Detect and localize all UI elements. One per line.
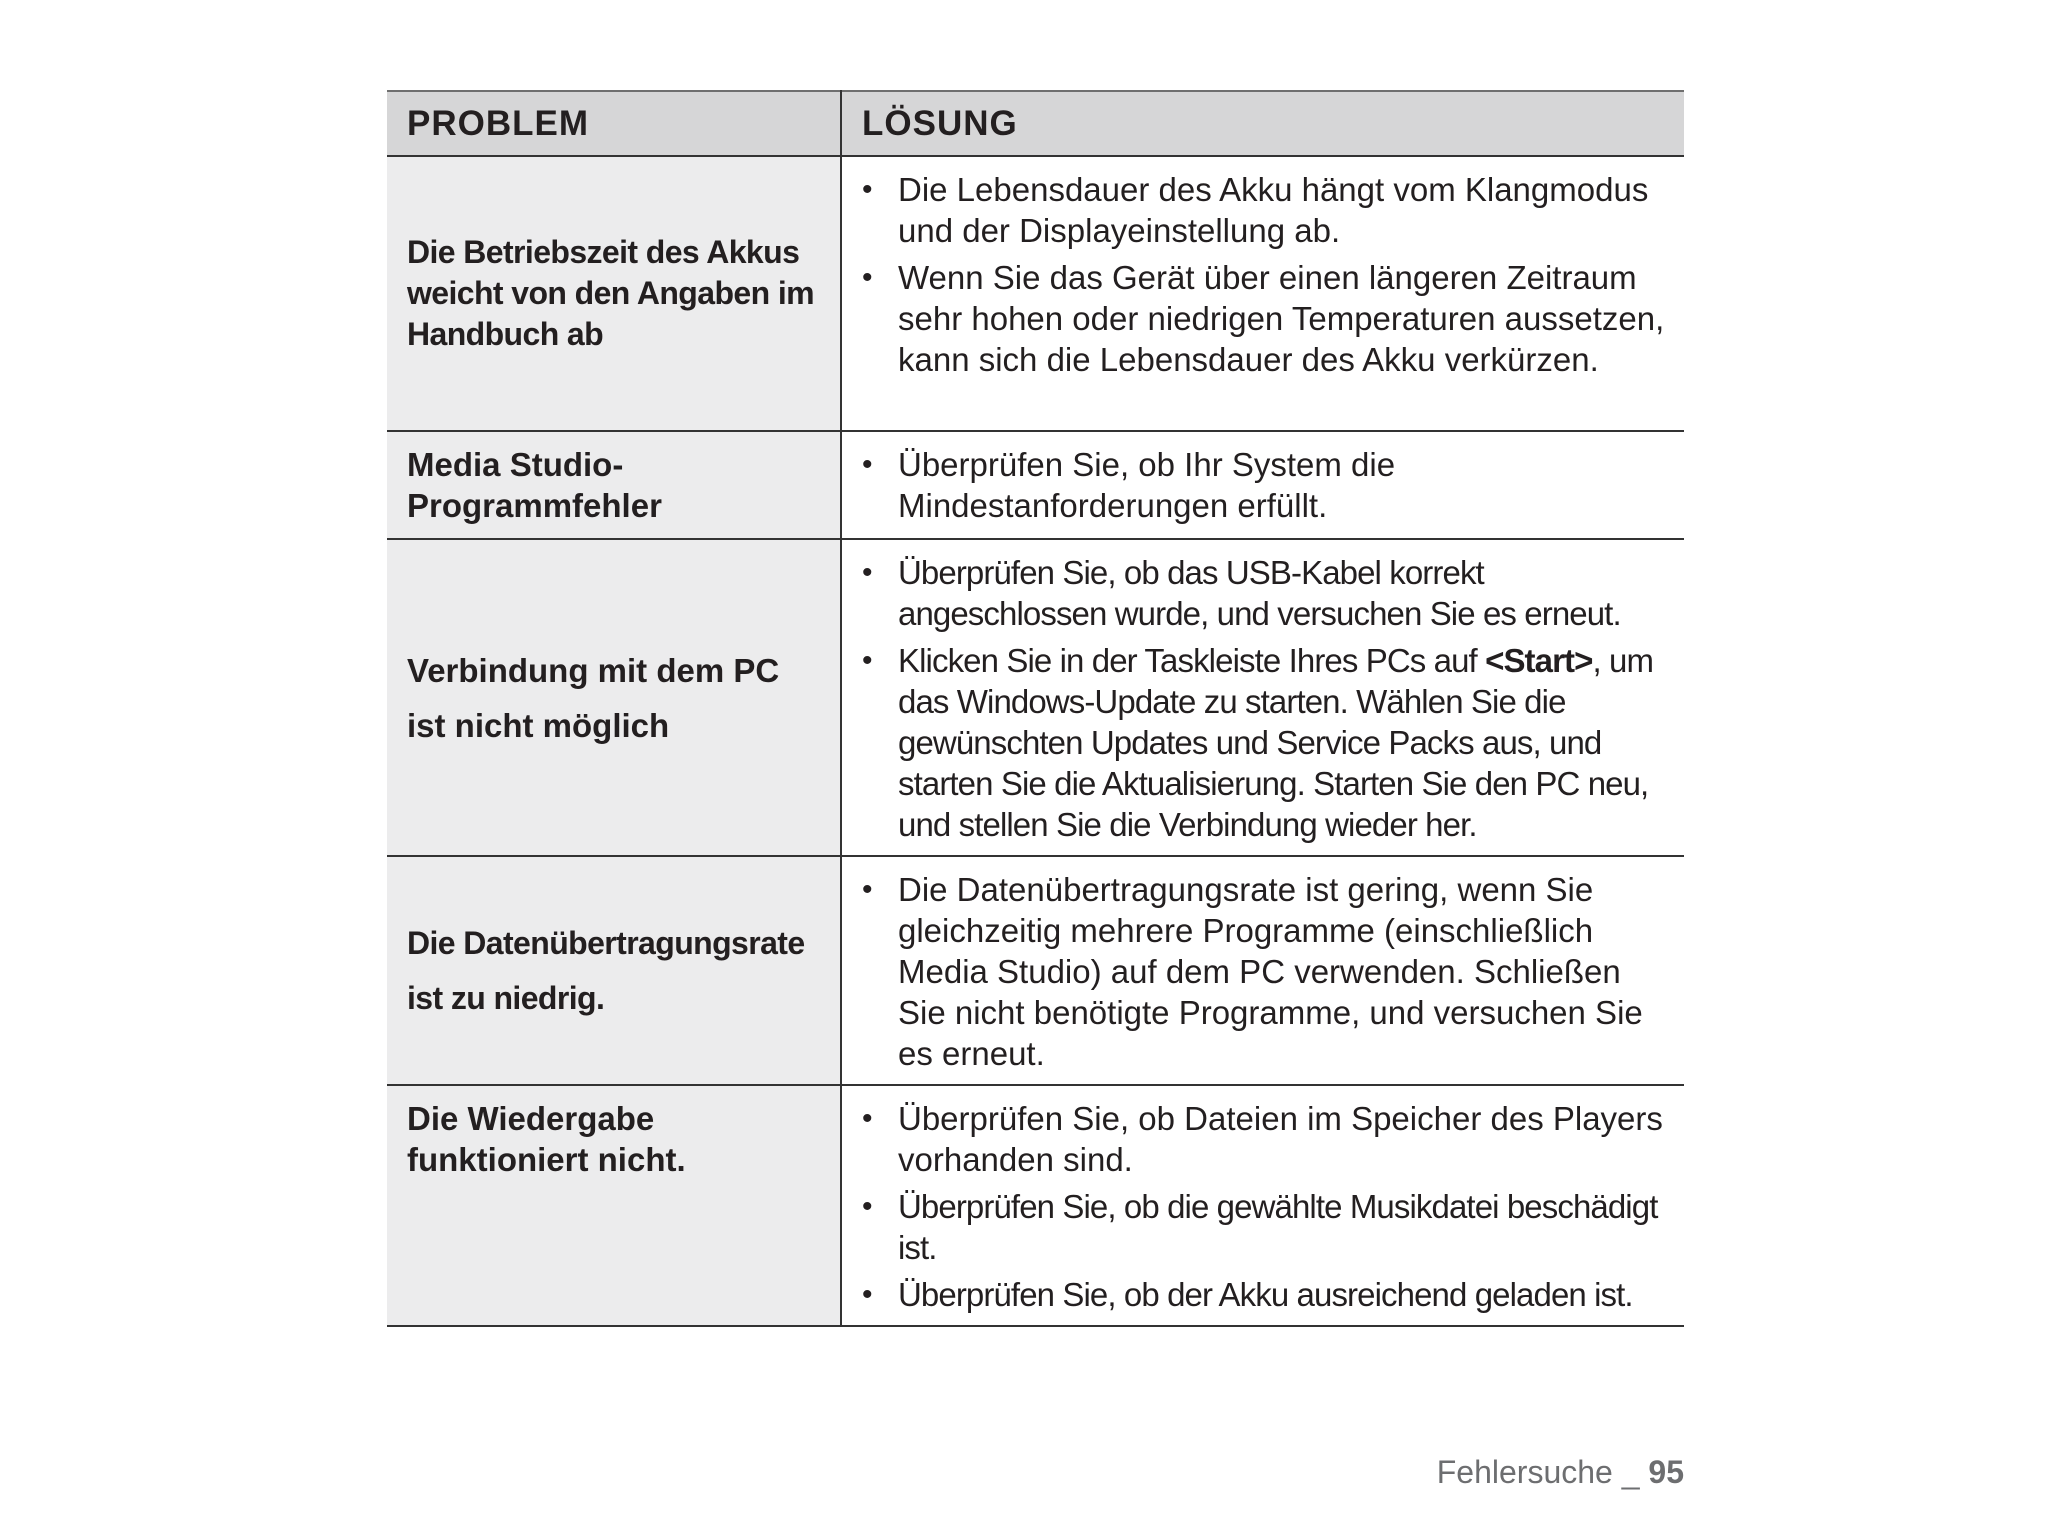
solution-item: • Überprüfen Sie, ob das USB-Kabel korrekt angeschlossen wurde, und versuchen Sie es erneut. (862, 554, 1621, 632)
bullet-icon: • (862, 1102, 873, 1135)
bullet-icon: • (862, 1190, 872, 1223)
solution-cell (841, 156, 1684, 431)
bullet-icon: • (862, 1278, 872, 1311)
solution-cell (841, 431, 1684, 539)
solution-item: • Überprüfen Sie, ob Ihr System die Mindestanforderungen erfüllt. (862, 446, 1396, 524)
column-header-problem: PROBLEM (387, 91, 841, 156)
page-number: 95 (1648, 1454, 1684, 1490)
solution-item: • Wenn Sie das Gerät über einen längeren Zeitraum sehr hohen oder niedrigen Temperaturen aussetzen, kann sich die Lebensdauer des Akku verkürzen. (862, 259, 1665, 378)
solution-item: • Die Lebensdauer des Akku hängt vom Klangmodus und der Displayeinstellung ab. (862, 171, 1649, 249)
table-row (387, 539, 1684, 856)
bullet-icon: • (862, 448, 873, 481)
solution-cell (841, 1085, 1684, 1326)
column-header-solution: LÖSUNG (841, 91, 1684, 156)
problem-cell: Die Datenübertragungsrate ist zu niedrig. (387, 856, 841, 1085)
solution-item: • Die Datenübertragungsrate ist gering, wenn Sie gleichzeitig mehrere Programme (einschließlich Media Studio) auf dem PC verwenden. Schließen Sie nicht benötigte Programme, und versuchen Sie es erneut. (862, 871, 1643, 1072)
footer-section-title: Fehlersuche _ (1436, 1454, 1649, 1490)
bullet-icon: • (862, 173, 873, 206)
table-header-row (387, 91, 1684, 156)
problem-cell: Media Studio-Programmfehler (387, 431, 841, 539)
bullet-icon: • (862, 873, 873, 906)
bullet-icon: • (862, 556, 872, 589)
bullet-icon: • (862, 261, 873, 294)
solution-item: • Klicken Sie in der Taskleiste Ihres PCs auf <Start>, um das Windows-Update zu starten. Wählen Sie die gewünschten Updates und Service Packs aus, und starten Sie die Aktualisierung. Starten Sie den PC neu, und stellen Sie die Verbindung wieder her. (862, 642, 1654, 843)
solution-list (860, 1098, 1666, 1315)
solution-list (860, 552, 1666, 845)
table-row (387, 856, 1684, 1085)
table-row (387, 431, 1684, 539)
solution-list (860, 869, 1666, 1074)
start-button-label: <Start> (1485, 642, 1593, 679)
solution-cell (841, 856, 1684, 1085)
solution-item: • Überprüfen Sie, ob der Akku ausreichend geladen ist. (862, 1276, 1633, 1313)
problem-cell: Die Wiedergabe funktioniert nicht. (387, 1085, 841, 1326)
solution-item: • Überprüfen Sie, ob Dateien im Speicher des Players vorhanden sind. (862, 1100, 1663, 1178)
troubleshooting-table (387, 90, 1684, 1327)
solution-cell (841, 539, 1684, 856)
table-row (387, 156, 1684, 431)
problem-cell: Die Betriebszeit des Akkus weicht von den Angaben im Handbuch ab (387, 156, 841, 431)
solution-list (860, 444, 1666, 526)
problem-cell: Verbindung mit dem PC ist nicht möglich (387, 539, 841, 856)
page-footer (1437, 1454, 1684, 1491)
solution-list (860, 169, 1666, 380)
table-row (387, 1085, 1684, 1326)
bullet-icon: • (862, 644, 872, 677)
solution-item: • Überprüfen Sie, ob die gewählte Musikdatei beschädigt ist. (862, 1188, 1658, 1266)
